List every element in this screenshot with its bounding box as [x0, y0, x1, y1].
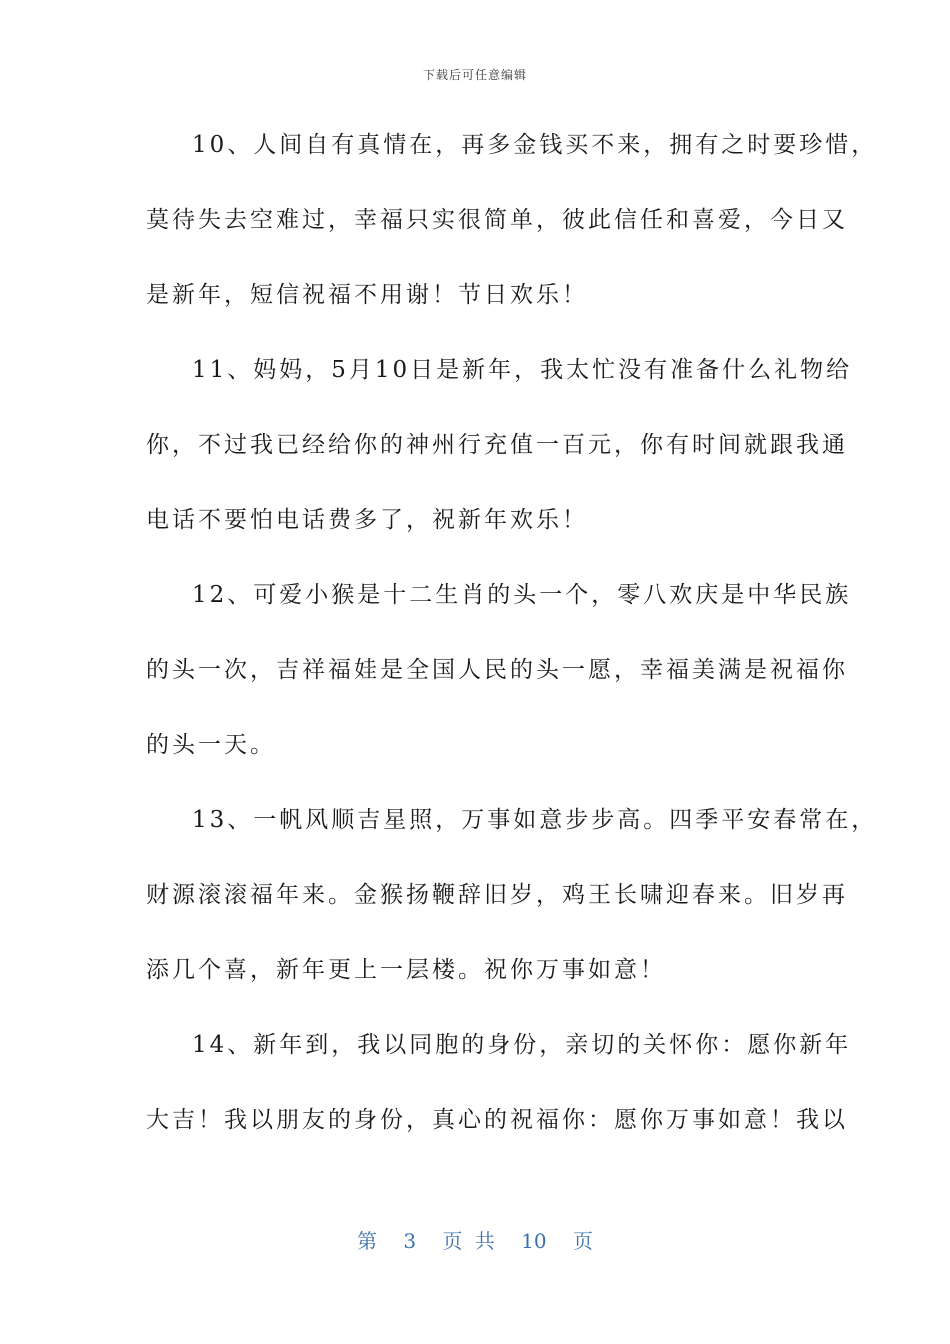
paragraph-13-line-3: 添几个喜，新年更上一层楼。祝你万事如意！ — [146, 957, 666, 983]
page-number-footer — [0, 1225, 950, 1254]
document-body — [146, 115, 878, 1165]
paragraph-11-line-3: 电话不要怕电话费多了，祝新年欢乐！ — [146, 507, 588, 533]
paragraph-13-line-1: 13、一帆风顺吉星照，万事如意步步高。四季平安春常在， — [192, 807, 878, 833]
current-page-number: 3 — [403, 1229, 417, 1253]
paragraph-13-line-2: 财源滚滚福年来。金猴扬鞭辞旧岁，鸡王长啸迎春来。旧岁再 — [146, 882, 848, 908]
paragraph-12-line-2: 的头一次，吉祥福娃是全国人民的头一愿，幸福美满是祝福你 — [146, 657, 848, 683]
paragraph-10-line-3: 是新年，短信祝福不用谢！节日欢乐！ — [146, 282, 588, 308]
paragraph-14-line-1: 14、新年到，我以同胞的身份，亲切的关怀你：愿你新年 — [192, 1032, 852, 1058]
paragraph-12-line-3: 的头一天。 — [146, 732, 276, 758]
paragraph-12-line-1: 12、可爱小猴是十二生肖的头一个，零八欢庆是中华民族 — [192, 582, 852, 608]
paragraph-11-line-2: 你，不过我已经给你的神州行充值一百元，你有时间就跟我通 — [146, 432, 848, 458]
page-label-suffix: 页 — [572, 1229, 593, 1253]
page-label-prefix: 第 — [357, 1229, 377, 1253]
page-label-middle: 页 共 — [442, 1229, 495, 1253]
page-header-note: 下载后可任意编辑 — [422, 68, 527, 82]
paragraph-14-line-2: 大吉！我以朋友的身份，真心的祝福你：愿你万事如意！我以 — [146, 1107, 848, 1133]
paragraph-11-line-1: 11、妈妈，5月10日是新年，我太忙没有准备什么礼物给 — [192, 357, 853, 383]
paragraph-10-line-2: 莫待失去空难过，幸福只实很简单，彼此信任和喜爱，今日又 — [146, 207, 848, 233]
paragraph-10-line-1: 10、人间自有真情在，再多金钱买不来，拥有之时要珍惜， — [192, 132, 878, 158]
total-page-count: 10 — [521, 1229, 547, 1253]
